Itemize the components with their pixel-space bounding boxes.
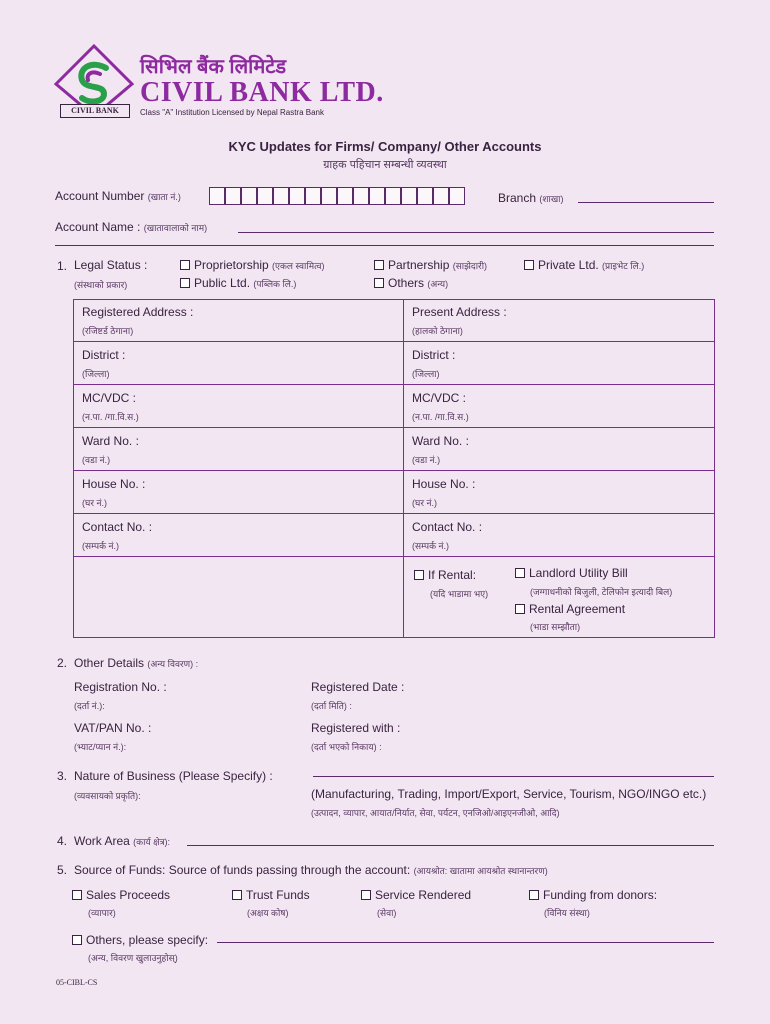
if-rental-checkbox[interactable]: If Rental: — [414, 568, 476, 582]
account-name-label: Account Name : (खातावालाको नाम) — [55, 220, 208, 234]
field-label-nepali: (वडा नं.) — [412, 455, 441, 465]
field-label-nepali: (घर नं.) — [82, 498, 107, 508]
option-proprietorship[interactable]: Proprietorship (एकल स्वामित्व) — [180, 258, 324, 272]
reg-ward-cell[interactable] — [73, 427, 404, 471]
field-label: House No. : — [412, 477, 476, 491]
field-label-nepali: (सम्पर्क नं.) — [412, 541, 449, 551]
checkbox[interactable] — [232, 890, 242, 900]
landlord-bill-checkbox[interactable]: Landlord Utility Bill — [515, 566, 628, 580]
reg-house-cell[interactable] — [73, 470, 404, 514]
bank-logo-badge: CIVIL BANK — [60, 104, 130, 118]
branch-field[interactable] — [578, 202, 714, 203]
option-funding-from-donors[interactable]: Funding from donors: — [529, 888, 657, 902]
pres-district-cell[interactable] — [403, 341, 715, 385]
registered-with-label-nepali: (दर्ता भएको निकाय) : — [311, 742, 382, 752]
option-others-specify[interactable]: Others, please specify: — [72, 933, 208, 947]
nature-of-business-field[interactable] — [313, 776, 714, 777]
account-name-field-2[interactable] — [55, 245, 714, 246]
registered-address-cell[interactable] — [73, 299, 404, 342]
checkbox[interactable] — [374, 278, 384, 288]
field-label: Ward No. : — [412, 434, 469, 448]
account-name-field[interactable] — [238, 232, 714, 233]
field-label-nepali: (न.पा. /गा.वि.स.) — [82, 412, 139, 422]
pres-ward-cell[interactable] — [403, 427, 715, 471]
registered-address-label: Registered Address : — [82, 305, 194, 319]
checkbox[interactable] — [524, 260, 534, 270]
nature-of-business-examples: (Manufacturing, Trading, Import/Export, Service, Tourism, NGO/INGO etc.) — [311, 787, 707, 801]
bank-tagline: Class "A" Institution Licensed by Nepal Rastra Bank — [140, 108, 324, 117]
registered-address-label-nepali: (रजिष्टर्ड ठेगाना) — [82, 326, 134, 336]
field-label-nepali: (जिल्ला) — [82, 369, 110, 379]
nature-of-business-examples-nepali: (उत्पादन, व्यापार, आयात/निर्यात, सेवा, पर्यटन, एनजिओ/आइएनजीओ, आदि) — [311, 808, 560, 818]
checkbox[interactable] — [529, 890, 539, 900]
field-label-nepali: (न.पा. /गा.वि.स.) — [412, 412, 469, 422]
checkbox[interactable] — [72, 890, 82, 900]
checkbox[interactable] — [515, 604, 525, 614]
checkbox[interactable] — [180, 260, 190, 270]
form-title-nepali: ग्राहक पहिचान सम्बन्धी व्यवस्था — [323, 159, 447, 171]
checkbox[interactable] — [374, 260, 384, 270]
pres-mcvdc-cell[interactable] — [403, 384, 715, 428]
bank-name-nepali: सिभिल बैंक लिमिटेड — [140, 56, 287, 78]
field-label: MC/VDC : — [412, 391, 466, 405]
reg-empty-cell — [73, 556, 404, 638]
checkbox[interactable] — [414, 570, 424, 580]
service-rendered-nepali: (सेवा) — [377, 908, 397, 918]
present-address-label: Present Address : — [412, 305, 507, 319]
sales-proceeds-nepali: (व्यापार) — [88, 908, 116, 918]
option-partnership[interactable]: Partnership (साझेदारी) — [374, 258, 487, 272]
checkbox[interactable] — [361, 890, 371, 900]
vat-pan-label: VAT/PAN No. : — [74, 721, 152, 735]
section-5-number: 5. — [57, 863, 68, 877]
pres-contact-cell[interactable] — [403, 513, 715, 557]
field-label: House No. : — [82, 477, 146, 491]
registered-date-label-nepali: (दर्ता मिति) : — [311, 701, 352, 711]
rental-agreement-checkbox[interactable]: Rental Agreement — [515, 602, 625, 616]
registered-with-label: Registered with : — [311, 721, 401, 735]
field-label: Ward No. : — [82, 434, 139, 448]
section-1-number: 1. — [57, 259, 68, 273]
present-address-label-nepali: (हालको ठेगाना) — [412, 326, 463, 336]
others-specify-field[interactable] — [217, 942, 714, 943]
field-label-nepali: (सम्पर्क नं.) — [82, 541, 119, 551]
others-specify-nepali: (अन्य, विवरण खुलाउनुहोस्) — [88, 953, 178, 963]
option-sales-proceeds[interactable]: Sales Proceeds — [72, 888, 170, 902]
registered-date-label: Registered Date : — [311, 680, 405, 694]
work-area-label: Work Area (कार्य क्षेत्र): — [74, 834, 171, 848]
section-3-number: 3. — [57, 769, 68, 783]
funding-from-donors-nepali: (विनिय संस्था) — [544, 908, 590, 918]
landlord-bill-label-nepali: (जग्गाधनीको बिजुली, टेलिफोन इत्यादी बिल) — [530, 587, 673, 597]
work-area-field[interactable] — [187, 845, 714, 846]
rental-agreement-label-nepali: (भाडा सम्झौता) — [530, 622, 581, 632]
form-code: 05-CIBL-CS — [56, 978, 98, 987]
field-label-nepali: (वडा नं.) — [82, 455, 111, 465]
account-number-label: Account Number (खाता नं.) — [55, 189, 181, 203]
other-details-label: Other Details (अन्य विवरण) : — [74, 656, 199, 670]
reg-contact-cell[interactable] — [73, 513, 404, 557]
section-4-number: 4. — [57, 834, 68, 848]
option-private-ltd[interactable]: Private Ltd. (प्राइभेट लि.) — [524, 258, 644, 272]
nature-of-business-label: Nature of Business (Please Specify) : — [74, 769, 273, 783]
field-label: Contact No. : — [82, 520, 153, 534]
option-trust-funds[interactable]: Trust Funds — [232, 888, 310, 902]
field-label-nepali: (जिल्ला) — [412, 369, 440, 379]
vat-pan-label-nepali: (भ्याट/प्यान नं.): — [74, 742, 127, 752]
source-of-funds-label: Source of Funds: Source of funds passing through the account: (आयश्रोत: खातामा आयश्रोत स्थानान्तरण) — [74, 863, 548, 877]
rental-cell — [403, 556, 715, 638]
nature-of-business-label-nepali: (व्यवसायको प्रकृति): — [74, 791, 141, 801]
branch-label: Branch (शाखा) — [498, 191, 564, 205]
option-service-rendered[interactable]: Service Rendered — [361, 888, 471, 902]
checkbox[interactable] — [72, 935, 82, 945]
legal-status-label: Legal Status : — [74, 258, 148, 272]
bank-name: CIVIL BANK LTD. — [140, 77, 384, 108]
reg-district-cell[interactable] — [73, 341, 404, 385]
registration-no-label: Registration No. : — [74, 680, 167, 694]
option-others[interactable]: Others (अन्य) — [374, 276, 448, 290]
option-public-ltd[interactable]: Public Ltd. (पब्लिक लि.) — [180, 276, 296, 290]
present-address-cell[interactable] — [403, 299, 715, 342]
field-label: District : — [412, 348, 456, 362]
pres-house-cell[interactable] — [403, 470, 715, 514]
field-label: Contact No. : — [412, 520, 483, 534]
form-title: KYC Updates for Firms/ Company/ Other Accounts — [228, 139, 542, 154]
field-label-nepali: (घर नं.) — [412, 498, 437, 508]
field-label: MC/VDC : — [82, 391, 136, 405]
trust-funds-nepali: (अक्षय कोष) — [247, 908, 289, 918]
checkbox[interactable] — [180, 278, 190, 288]
field-label: District : — [82, 348, 126, 362]
checkbox[interactable] — [515, 568, 525, 578]
legal-status-label-nepali: (संस्थाको प्रकार) — [74, 280, 128, 290]
section-2-number: 2. — [57, 656, 68, 670]
registration-no-label-nepali: (दर्ता नं.): — [74, 701, 105, 711]
if-rental-label-nepali: (यदि भाडामा भए) — [430, 589, 489, 599]
reg-mcvdc-cell[interactable] — [73, 384, 404, 428]
account-number-field[interactable] — [209, 187, 469, 205]
